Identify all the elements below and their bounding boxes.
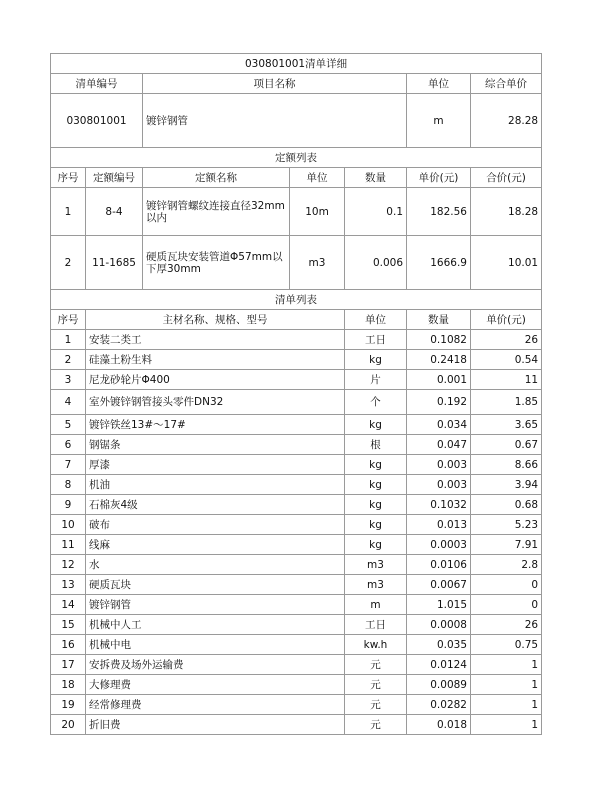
table-title: 030801001清单详细 [51, 54, 542, 74]
quota-qty: 0.006 [345, 236, 407, 290]
list-qty: 0.018 [407, 715, 471, 735]
list-no: 12 [51, 555, 86, 575]
list-unit: m [345, 595, 407, 615]
quota-row [51, 188, 542, 236]
list-unit: 元 [345, 715, 407, 735]
list-row [51, 535, 542, 555]
list-unit: 工日 [345, 615, 407, 635]
list-name: 破布 [86, 515, 345, 535]
quota-code: 11-1685 [86, 236, 143, 290]
list-header-row [51, 310, 542, 330]
list-qty: 0.001 [407, 370, 471, 390]
list-unit: 元 [345, 695, 407, 715]
list-price: 0.67 [471, 435, 542, 455]
list-qty: 0.2418 [407, 350, 471, 370]
quota-section-row [51, 148, 542, 168]
list-name: 折旧费 [86, 715, 345, 735]
list-no: 16 [51, 635, 86, 655]
list-no: 17 [51, 655, 86, 675]
quota-col-unit: 单位 [290, 168, 345, 188]
list-name: 镀锌钢管 [86, 595, 345, 615]
list-price: 3.94 [471, 475, 542, 495]
list-unit: 片 [345, 370, 407, 390]
list-name: 尼龙砂轮片Φ400 [86, 370, 345, 390]
item-unit: m [407, 94, 471, 148]
item-row [51, 94, 542, 148]
list-col-price: 单价(元) [471, 310, 542, 330]
list-price: 7.91 [471, 535, 542, 555]
list-name: 水 [86, 555, 345, 575]
list-price: 5.23 [471, 515, 542, 535]
list-price: 8.66 [471, 455, 542, 475]
list-no: 3 [51, 370, 86, 390]
list-row [51, 435, 542, 455]
list-name: 机械中人工 [86, 615, 345, 635]
list-price: 3.65 [471, 415, 542, 435]
list-section-row [51, 290, 542, 310]
list-name: 安拆费及场外运输费 [86, 655, 345, 675]
list-no: 2 [51, 350, 86, 370]
table-body [51, 54, 542, 735]
list-row [51, 370, 542, 390]
list-name: 机油 [86, 475, 345, 495]
list-name: 室外镀锌钢管接头零件DN32 [86, 390, 345, 415]
quota-total: 18.28 [471, 188, 542, 236]
list-qty: 0.192 [407, 390, 471, 415]
list-no: 13 [51, 575, 86, 595]
quota-total: 10.01 [471, 236, 542, 290]
list-price: 0.54 [471, 350, 542, 370]
list-no: 6 [51, 435, 86, 455]
quota-header-row [51, 168, 542, 188]
list-name: 经常修理费 [86, 695, 345, 715]
list-no: 18 [51, 675, 86, 695]
list-name: 钢锯条 [86, 435, 345, 455]
list-qty: 0.0089 [407, 675, 471, 695]
list-qty: 0.0124 [407, 655, 471, 675]
list-qty: 0.034 [407, 415, 471, 435]
list-qty: 0.0003 [407, 535, 471, 555]
list-qty: 0.013 [407, 515, 471, 535]
list-no: 1 [51, 330, 86, 350]
list-price: 0.68 [471, 495, 542, 515]
list-col-unit: 单位 [345, 310, 407, 330]
list-name: 大修理费 [86, 675, 345, 695]
quota-unit: 10m [290, 188, 345, 236]
list-unit: kg [345, 350, 407, 370]
list-price: 1 [471, 715, 542, 735]
list-no: 15 [51, 615, 86, 635]
unit-label: 单位 [407, 74, 471, 94]
list-no: 7 [51, 455, 86, 475]
quota-col-price: 单价(元) [407, 168, 471, 188]
list-price: 11 [471, 370, 542, 390]
list-unit: 根 [345, 435, 407, 455]
list-row [51, 655, 542, 675]
quota-col-code: 定额编号 [86, 168, 143, 188]
list-unit: 元 [345, 675, 407, 695]
list-name: 机械中电 [86, 635, 345, 655]
list-price: 26 [471, 330, 542, 350]
list-qty: 0.0106 [407, 555, 471, 575]
list-row [51, 595, 542, 615]
list-no: 20 [51, 715, 86, 735]
list-qty: 0.0067 [407, 575, 471, 595]
list-price: 0 [471, 595, 542, 615]
list-row [51, 575, 542, 595]
list-name: 石棉灰4级 [86, 495, 345, 515]
list-unit: 个 [345, 390, 407, 415]
list-name: 线麻 [86, 535, 345, 555]
list-no: 4 [51, 390, 86, 415]
list-row [51, 415, 542, 435]
list-qty: 0.003 [407, 455, 471, 475]
list-section-title: 清单列表 [51, 290, 542, 310]
list-unit: m3 [345, 575, 407, 595]
list-price: 1 [471, 655, 542, 675]
list-qty: 0.0282 [407, 695, 471, 715]
item-name: 镀锌钢管 [143, 94, 407, 148]
list-qty: 0.003 [407, 475, 471, 495]
list-price: 0 [471, 575, 542, 595]
list-unit: kg [345, 415, 407, 435]
quota-price: 1666.9 [407, 236, 471, 290]
list-qty: 1.015 [407, 595, 471, 615]
list-name: 镀锌铁丝13#～17# [86, 415, 345, 435]
quota-section-title: 定额列表 [51, 148, 542, 168]
list-unit: kw.h [345, 635, 407, 655]
list-row [51, 555, 542, 575]
list-row [51, 635, 542, 655]
name-label: 项目名称 [143, 74, 407, 94]
list-no: 10 [51, 515, 86, 535]
list-no: 14 [51, 595, 86, 615]
list-name: 硅藻土粉生料 [86, 350, 345, 370]
list-col-name: 主材名称、规格、型号 [86, 310, 345, 330]
quota-unit: m3 [290, 236, 345, 290]
list-col-no: 序号 [51, 310, 86, 330]
quota-name: 硬质瓦块安装管道Φ57mm以下厚30mm [143, 236, 290, 290]
list-row [51, 515, 542, 535]
list-row [51, 330, 542, 350]
quota-col-qty: 数量 [345, 168, 407, 188]
list-row [51, 715, 542, 735]
price-label: 综合单价 [471, 74, 542, 94]
bill-detail-table [50, 53, 542, 735]
list-unit: kg [345, 455, 407, 475]
list-name: 安装二类工 [86, 330, 345, 350]
list-no: 5 [51, 415, 86, 435]
list-col-qty: 数量 [407, 310, 471, 330]
list-no: 8 [51, 475, 86, 495]
quota-price: 182.56 [407, 188, 471, 236]
list-price: 1.85 [471, 390, 542, 415]
list-qty: 0.047 [407, 435, 471, 455]
quota-col-no: 序号 [51, 168, 86, 188]
list-row [51, 695, 542, 715]
header-row [51, 74, 542, 94]
list-no: 11 [51, 535, 86, 555]
list-price: 1 [471, 695, 542, 715]
quota-no: 2 [51, 236, 86, 290]
code-label: 清单编号 [51, 74, 143, 94]
list-unit: kg [345, 475, 407, 495]
list-unit: 元 [345, 655, 407, 675]
list-qty: 0.035 [407, 635, 471, 655]
list-unit: m3 [345, 555, 407, 575]
list-no: 9 [51, 495, 86, 515]
quota-col-total: 合价(元) [471, 168, 542, 188]
list-unit: kg [345, 515, 407, 535]
list-price: 26 [471, 615, 542, 635]
list-price: 0.75 [471, 635, 542, 655]
quota-code: 8-4 [86, 188, 143, 236]
item-price: 28.28 [471, 94, 542, 148]
quota-name: 镀锌钢管螺纹连接直径32mm以内 [143, 188, 290, 236]
list-row [51, 615, 542, 635]
quota-qty: 0.1 [345, 188, 407, 236]
list-row [51, 495, 542, 515]
list-row [51, 390, 542, 415]
list-row [51, 675, 542, 695]
list-row [51, 455, 542, 475]
list-no: 19 [51, 695, 86, 715]
title-row [51, 54, 542, 74]
list-unit: kg [345, 495, 407, 515]
list-row [51, 350, 542, 370]
list-name: 硬质瓦块 [86, 575, 345, 595]
list-unit: 工日 [345, 330, 407, 350]
list-qty: 0.1032 [407, 495, 471, 515]
list-price: 1 [471, 675, 542, 695]
item-code: 030801001 [51, 94, 143, 148]
list-price: 2.8 [471, 555, 542, 575]
list-qty: 0.1082 [407, 330, 471, 350]
list-unit: kg [345, 535, 407, 555]
quota-no: 1 [51, 188, 86, 236]
quota-row [51, 236, 542, 290]
quota-col-name: 定额名称 [143, 168, 290, 188]
list-row [51, 475, 542, 495]
list-name: 厚漆 [86, 455, 345, 475]
list-qty: 0.0008 [407, 615, 471, 635]
